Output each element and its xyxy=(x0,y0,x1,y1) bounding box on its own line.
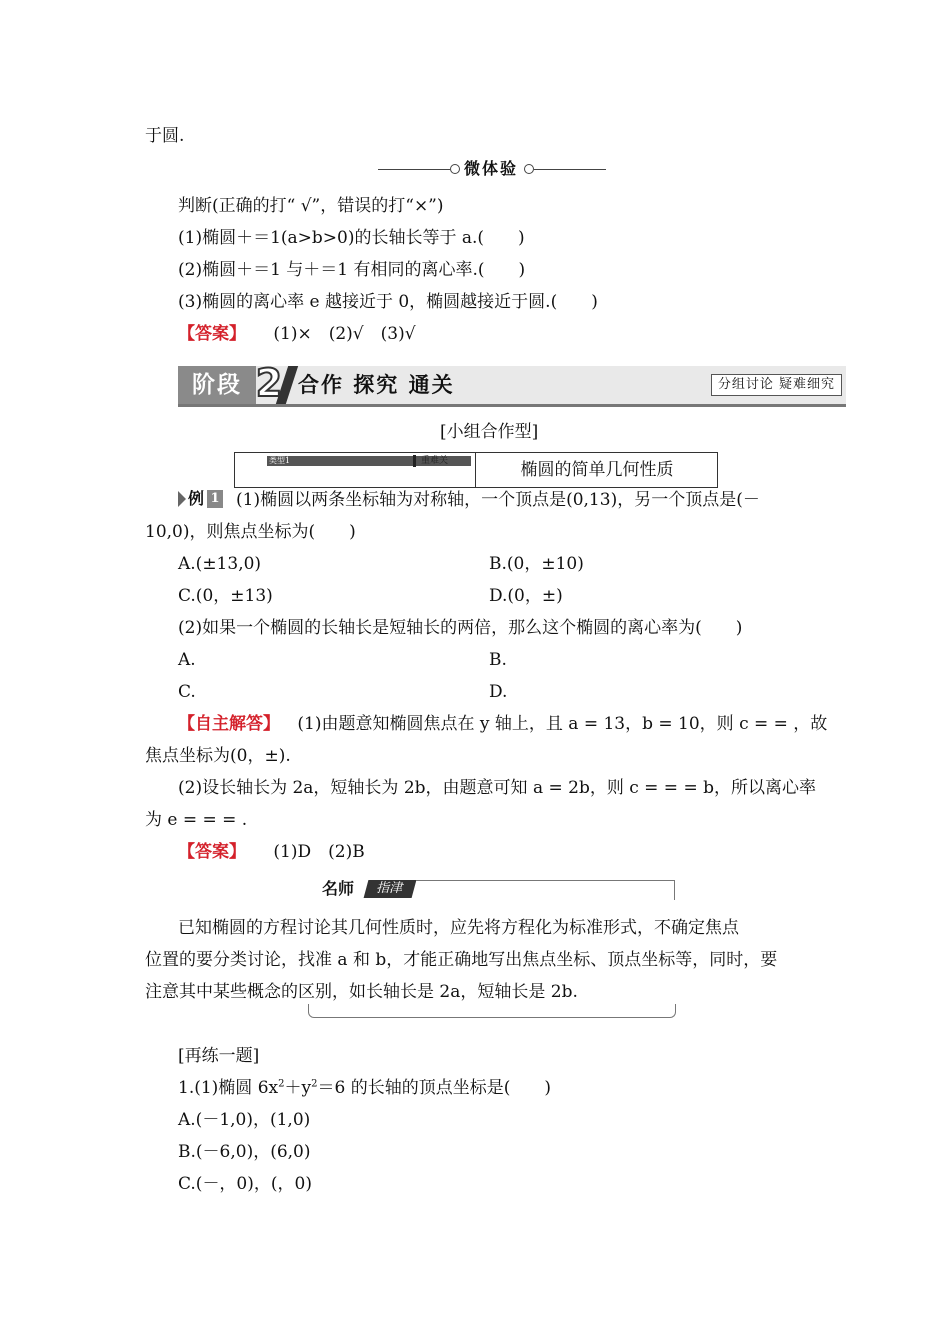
answer-1 xyxy=(178,322,416,346)
solution-1-text: (1)由题意知椭圆焦点在 y 轴上，且 a = 13，b = 10，则 c = = ，故 xyxy=(297,714,828,734)
section-type: [小组合作型] xyxy=(440,422,539,442)
option-b2: B. xyxy=(489,650,507,670)
judge-item-1: (1)椭圆＋＝1(a>b>0)的长轴长等于 a.( ) xyxy=(178,228,525,248)
tip-line-3: 注意其中某些概念的区别，如长轴长是 2a，短轴长是 2b. xyxy=(145,982,578,1002)
type-label: 类型1 xyxy=(269,456,291,465)
type-table xyxy=(234,452,718,488)
stage-number: 2 xyxy=(255,361,283,405)
option-b: B.(0，±10) xyxy=(489,554,584,574)
option-d: D.(0，±) xyxy=(489,586,563,606)
solution-label: 【自主解答】 xyxy=(178,714,280,734)
example-q2: (2)如果一个椭圆的长轴长是短轴长的两倍，那么这个椭圆的离心率为( ) xyxy=(178,618,743,638)
practice-q1 xyxy=(178,1076,551,1100)
option-c2: C. xyxy=(178,682,196,702)
stage-label: 阶段 xyxy=(178,366,256,404)
judge-item-2: (2)椭圆＋＝1 与＋＝1 有相同的离心率.( ) xyxy=(178,260,526,280)
solution-1 xyxy=(178,712,827,736)
answer-text: (1)D (2)B xyxy=(273,842,365,862)
example-word: 例 xyxy=(188,489,205,508)
answer-label: 【答案】 xyxy=(178,324,246,344)
exponent: 2 xyxy=(311,1078,318,1090)
practice-option-c: C.(－，0)，(，0) xyxy=(178,1174,312,1194)
type-topic: 椭圆的简单几何性质 xyxy=(520,460,674,480)
solution-1-line2: 焦点坐标为(0，±). xyxy=(145,746,291,766)
example-marker xyxy=(178,488,226,510)
example-q1-line2: 10,0)，则焦点坐标为( ) xyxy=(145,522,356,542)
practice-title: [再练一题] xyxy=(178,1046,260,1066)
solution-2-line1: (2)设长轴长为 2a，短轴长为 2b，由题意可知 a = 2b，则 c = = = b，所以离心率 xyxy=(178,778,816,798)
zhongnan-label: 重难关 xyxy=(421,456,449,466)
example-number: 1 xyxy=(207,490,223,508)
tip-line-1: 已知椭圆的方程讨论其几何性质时，应先将方程化为标准形式，不确定焦点 xyxy=(178,918,739,938)
wei-tiyan-header xyxy=(378,156,606,182)
practice-option-b: B.(－6,0)，(6,0) xyxy=(178,1142,311,1162)
answer-text: (1)× (2)√ (3)√ xyxy=(273,324,416,344)
judge-intro: 判断(正确的打“ √”，错误的打“×”) xyxy=(178,196,444,216)
stage-banner xyxy=(178,361,846,407)
practice-option-a: A.(－1,0)，(1,0) xyxy=(178,1110,311,1130)
answer-label: 【答案】 xyxy=(178,842,246,862)
practice-q1-post: ＝6 的长轴的顶点坐标是( ) xyxy=(317,1078,551,1098)
option-a: A.(±13,0) xyxy=(178,554,262,574)
example-q1-line1: (1)椭圆以两条坐标轴为对称轴，一个顶点是(0,13)，另一个顶点是(－ xyxy=(236,490,760,510)
option-a2: A. xyxy=(178,650,196,670)
option-d2: D. xyxy=(489,682,508,702)
answer-2 xyxy=(178,840,365,864)
option-c: C.(0，±13) xyxy=(178,586,273,606)
text-line: 于圆. xyxy=(145,126,185,146)
stage-title: 合作 探究 通关 xyxy=(298,372,455,397)
practice-q1-mid: ＋y xyxy=(284,1078,312,1098)
judge-item-3: (3)椭圆的离心率 e 越接近于 0，椭圆越接近于圆.( ) xyxy=(178,292,598,312)
mingshi-label-b: 指津 xyxy=(364,880,417,898)
mingshi-label-a: 名师 xyxy=(322,879,355,898)
solution-2-line2: 为 e = = = . xyxy=(145,810,248,830)
stage-tag: 分组讨论 疑难细究 xyxy=(711,374,842,396)
exponent: 2 xyxy=(278,1078,285,1090)
practice-q1-pre: 1.(1)椭圆 6x xyxy=(178,1078,279,1098)
wei-tiyan-label: 微体验 xyxy=(464,159,519,178)
tip-line-2: 位置的要分类讨论，找准 a 和 b，才能正确地写出焦点坐标、顶点坐标等，同时，要 xyxy=(145,950,778,970)
